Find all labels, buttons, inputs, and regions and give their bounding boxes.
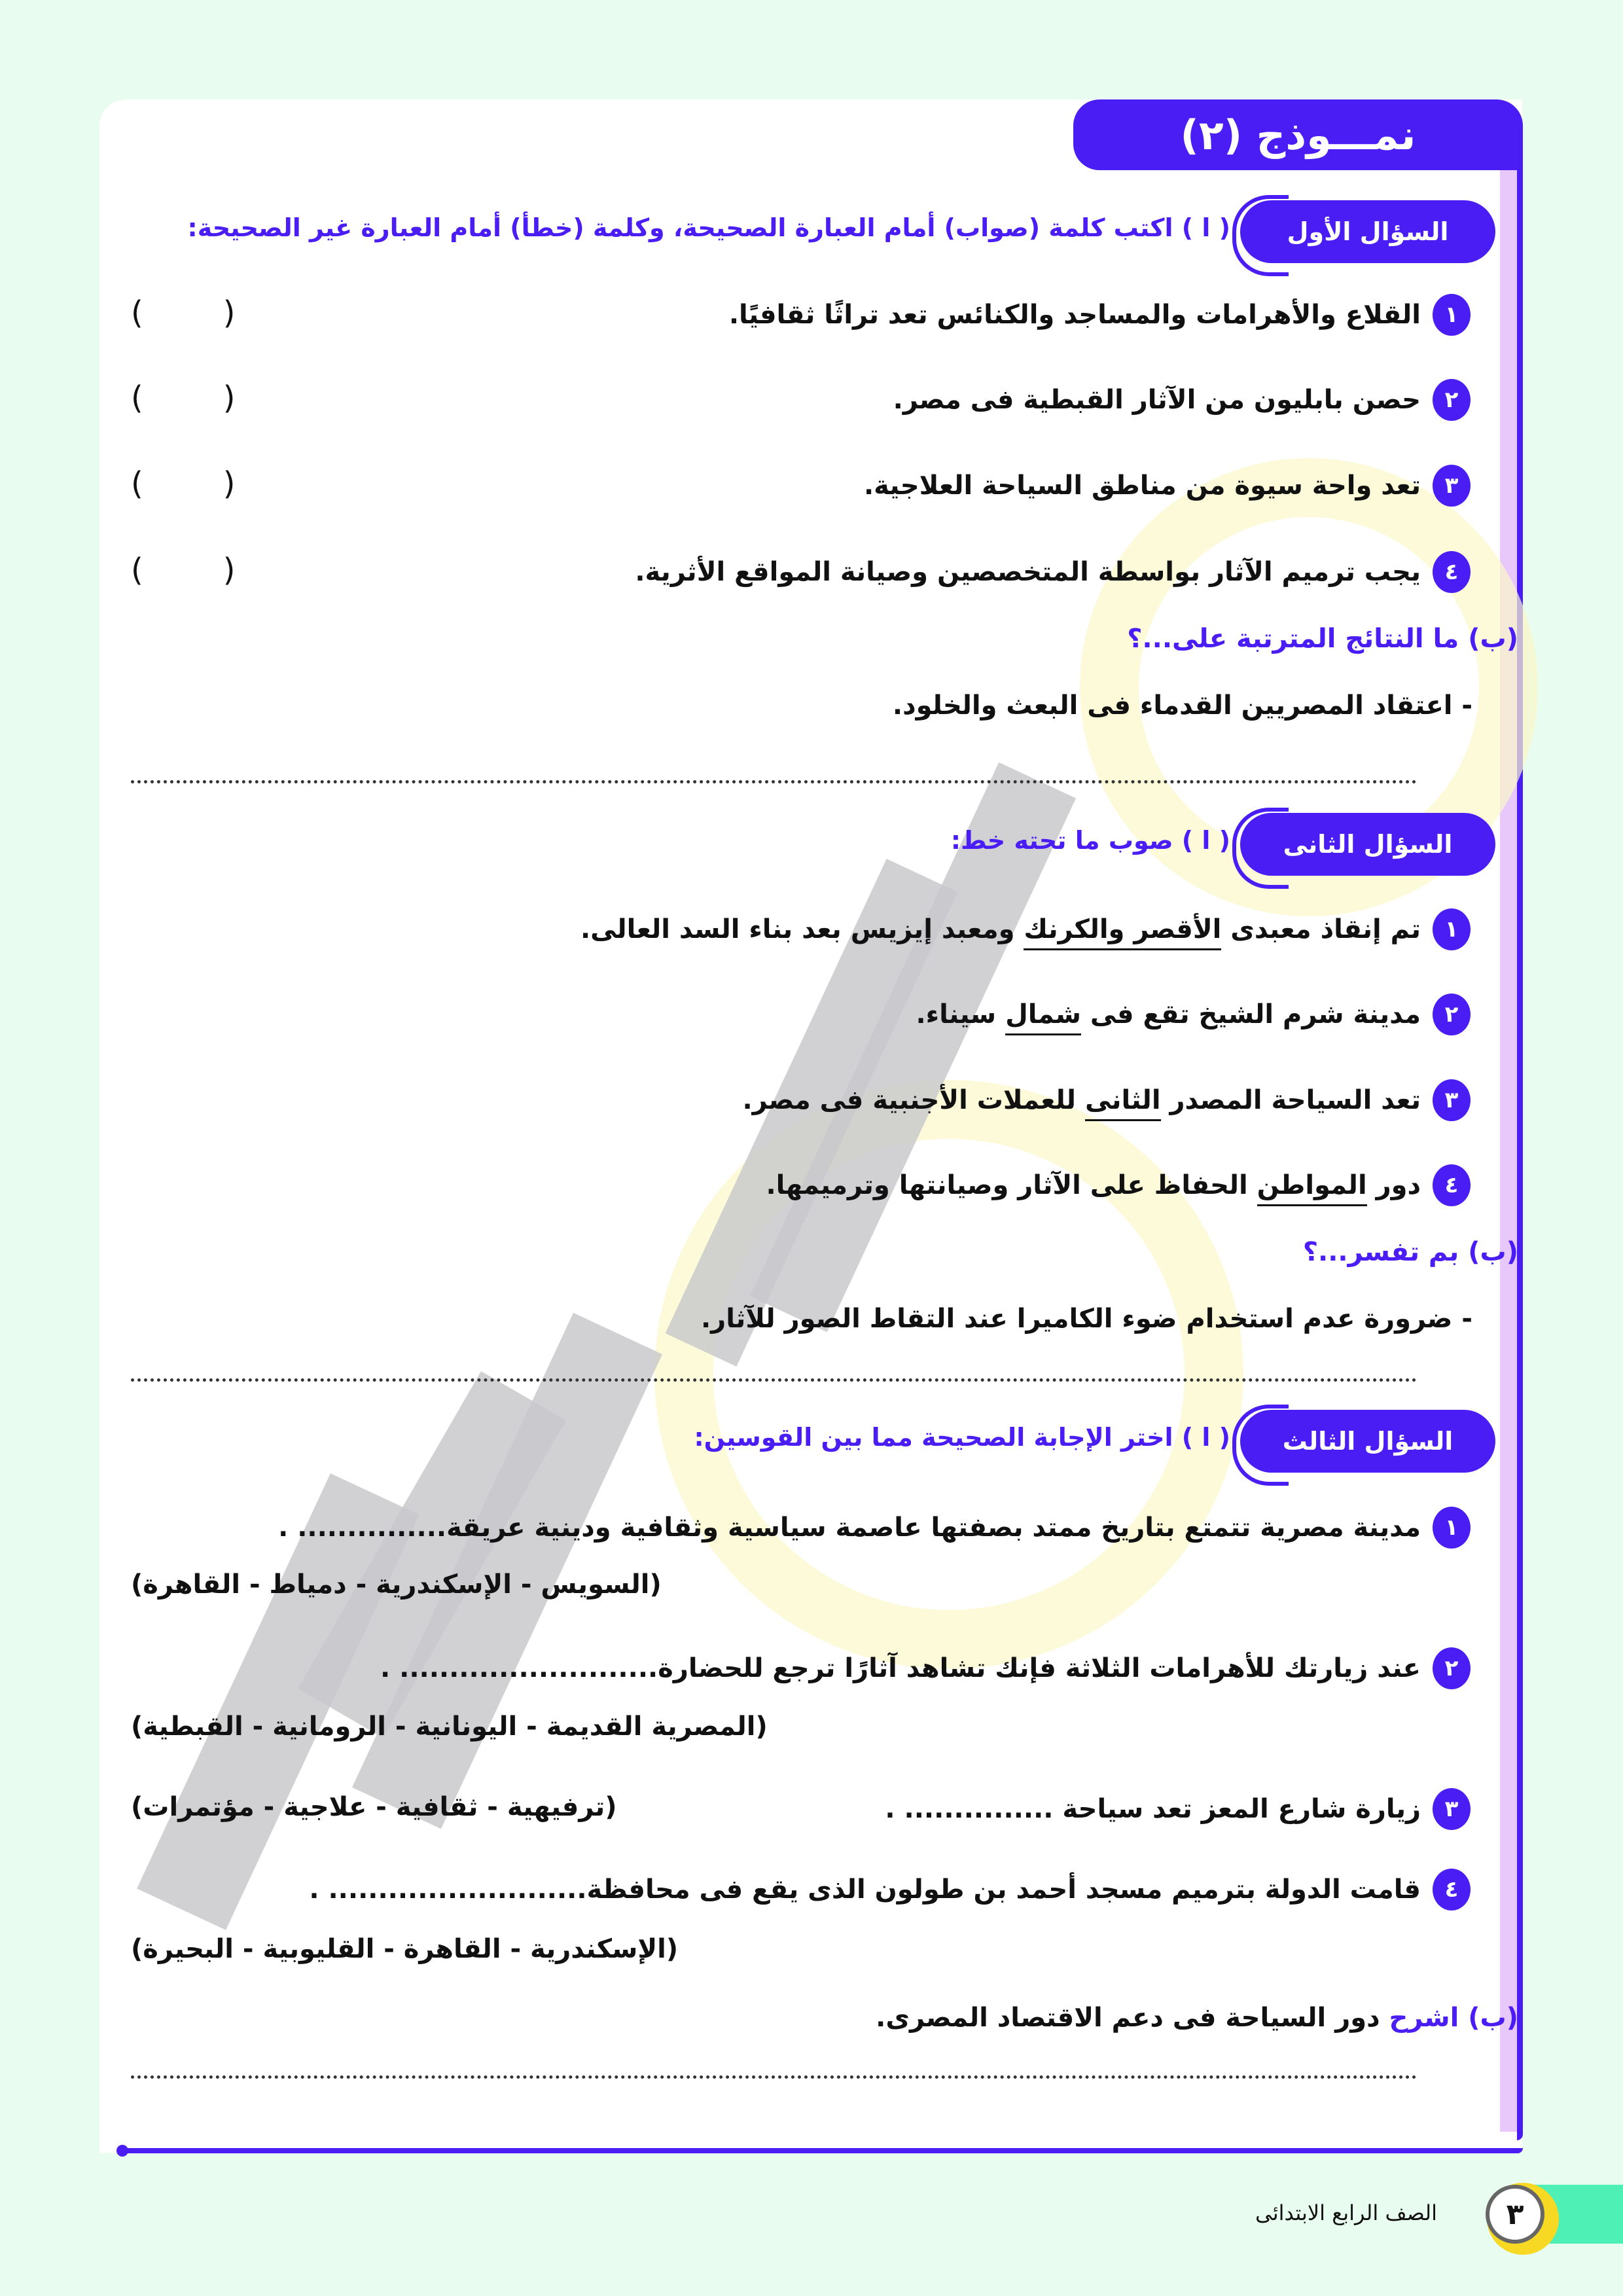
item-text: دور [1366, 1170, 1421, 1200]
item-number: ٣ [1433, 465, 1471, 507]
item-number: ٣ [1433, 1788, 1471, 1830]
item-text: زيارة شارع المعز تعد سياحة ............... . [885, 1794, 1421, 1824]
question-2-label: السؤال الثانى [1240, 813, 1495, 876]
q3-item [309, 1869, 1471, 1910]
item-number: ٤ [1433, 551, 1471, 593]
item-text: القلاع والأهرامات والمساجد والكنائس تعد تراثًا ثقافيًا. [728, 300, 1421, 330]
underlined-word: الثانى [1085, 1085, 1161, 1121]
underlined-word: شمال [1005, 999, 1081, 1035]
item-text: سيناء. [916, 999, 1006, 1030]
q1-item [729, 294, 1471, 336]
answer-parens[interactable]: ( ) [131, 552, 236, 588]
q2-part-b-item: - ضرورة عدم استخدام ضوء الكاميرا عند التقاط الصور للآثار. [700, 1304, 1472, 1334]
q1-item [635, 551, 1471, 593]
question-1-instruction: ( ا ) اكتب كلمة (صواب) أمام العبارة الصحيحة، وكلمة (خطأ) أمام العبارة غير الصحيحة: [187, 213, 1230, 242]
q1-item [864, 465, 1471, 507]
q2-item [766, 1164, 1471, 1206]
item-text: مدينة شرم الشيخ تقع فى [1080, 999, 1421, 1030]
answer-line[interactable] [131, 2075, 1417, 2079]
answer-line[interactable] [131, 780, 1417, 783]
frame-dot [116, 2145, 128, 2157]
page-title: نمـــوذج (٢) [1073, 99, 1523, 170]
grade-label: الصف الرابع الابتدائى [1255, 2200, 1437, 2225]
q1-item [893, 379, 1471, 421]
item-number: ١ [1433, 908, 1471, 950]
choice-options: (الإسكندرية - القاهرة - القليوبية - البحيرة) [131, 1934, 679, 1964]
question-3-label: السؤال الثالث [1240, 1410, 1495, 1473]
question-3-instruction: ( ا ) اختر الإجابة الصحيحة مما بين القوسين: [694, 1423, 1230, 1452]
item-text: تم إنقاذ معبدى [1221, 914, 1421, 944]
item-text: ومعبد إيزيس بعد بناء السد العالى. [580, 914, 1024, 944]
choice-options: (السويس - الإسكندرية - دمياط - القاهرة) [131, 1570, 662, 1600]
q3-part-b [876, 2003, 1518, 2033]
part-b-label: (ب) اشرح [1389, 2003, 1518, 2033]
item-number: ١ [1433, 1507, 1471, 1549]
answer-line[interactable] [131, 1378, 1417, 1382]
question-2-instruction: ( ا ) صوب ما تحته خط: [950, 826, 1230, 855]
item-text: حصن بابليون من الآثار القبطية فى مصر. [893, 385, 1421, 415]
item-number: ٤ [1433, 1869, 1471, 1910]
q2-part-b: (ب) بم تفسر...؟ [1302, 1237, 1518, 1267]
item-number: ٢ [1433, 994, 1471, 1035]
item-text: عند زيارتك للأهرامات الثلاثة فإنك تشاهد آثارًا ترجع للحضارة.......................... . [380, 1653, 1421, 1683]
underlined-word: الأقصر والكرنك [1024, 914, 1221, 950]
q1-part-b-item: - اعتقاد المصريين القدماء فى البعث والخلود. [892, 691, 1472, 721]
q3-item [885, 1788, 1471, 1830]
item-text: مدينة مصرية تتمتع بتاريخ ممتد بصفتها عاصمة سياسية وثقافية ودينية عريقة............... . [278, 1513, 1421, 1543]
question-1-label: السؤال الأول [1240, 200, 1495, 263]
item-number: ٢ [1433, 379, 1471, 421]
choice-options: (المصرية القديمة - اليونانية - الرومانية - القبطية) [131, 1712, 768, 1742]
part-b-text: دور السياحة فى دعم الاقتصاد المصرى. [876, 2003, 1389, 2033]
q2-item [916, 994, 1471, 1035]
item-number: ١ [1433, 294, 1471, 336]
q2-item [742, 1079, 1471, 1121]
item-text: تعد واحة سيوة من مناطق السياحة العلاجية. [863, 471, 1421, 501]
item-text: تعد السياحة المصدر [1160, 1085, 1421, 1115]
page-number: ٣ [1486, 2185, 1544, 2244]
answer-parens[interactable]: ( ) [131, 380, 236, 416]
answer-parens[interactable]: ( ) [131, 295, 236, 331]
item-text: قامت الدولة بترميم مسجد أحمد بن طولون الذى يقع فى محافظة.......................... . [309, 1874, 1421, 1905]
frame-border [1517, 131, 1523, 2140]
item-text: للعملات الأجنبية فى مصر. [742, 1085, 1085, 1115]
choice-options: (ترفيهية - ثقافية - علاجية - مؤتمرات) [131, 1792, 617, 1822]
item-number: ٤ [1433, 1164, 1471, 1206]
item-number: ٢ [1433, 1647, 1471, 1689]
q3-item [380, 1647, 1471, 1689]
item-text: يجب ترميم الآثار بواسطة المتخصصين وصيانة المواقع الأثرية. [635, 557, 1421, 587]
frame-bottom-line [121, 2148, 1523, 2153]
item-number: ٣ [1433, 1079, 1471, 1121]
q1-part-b: (ب) ما النتائج المترتبة على...؟ [1127, 624, 1518, 654]
underlined-word: المواطن [1257, 1170, 1367, 1206]
q3-item [278, 1507, 1471, 1549]
q2-item [580, 908, 1471, 950]
answer-parens[interactable]: ( ) [131, 465, 236, 502]
item-text: الحفاظ على الآثار وصيانتها وترميمها. [766, 1170, 1257, 1200]
